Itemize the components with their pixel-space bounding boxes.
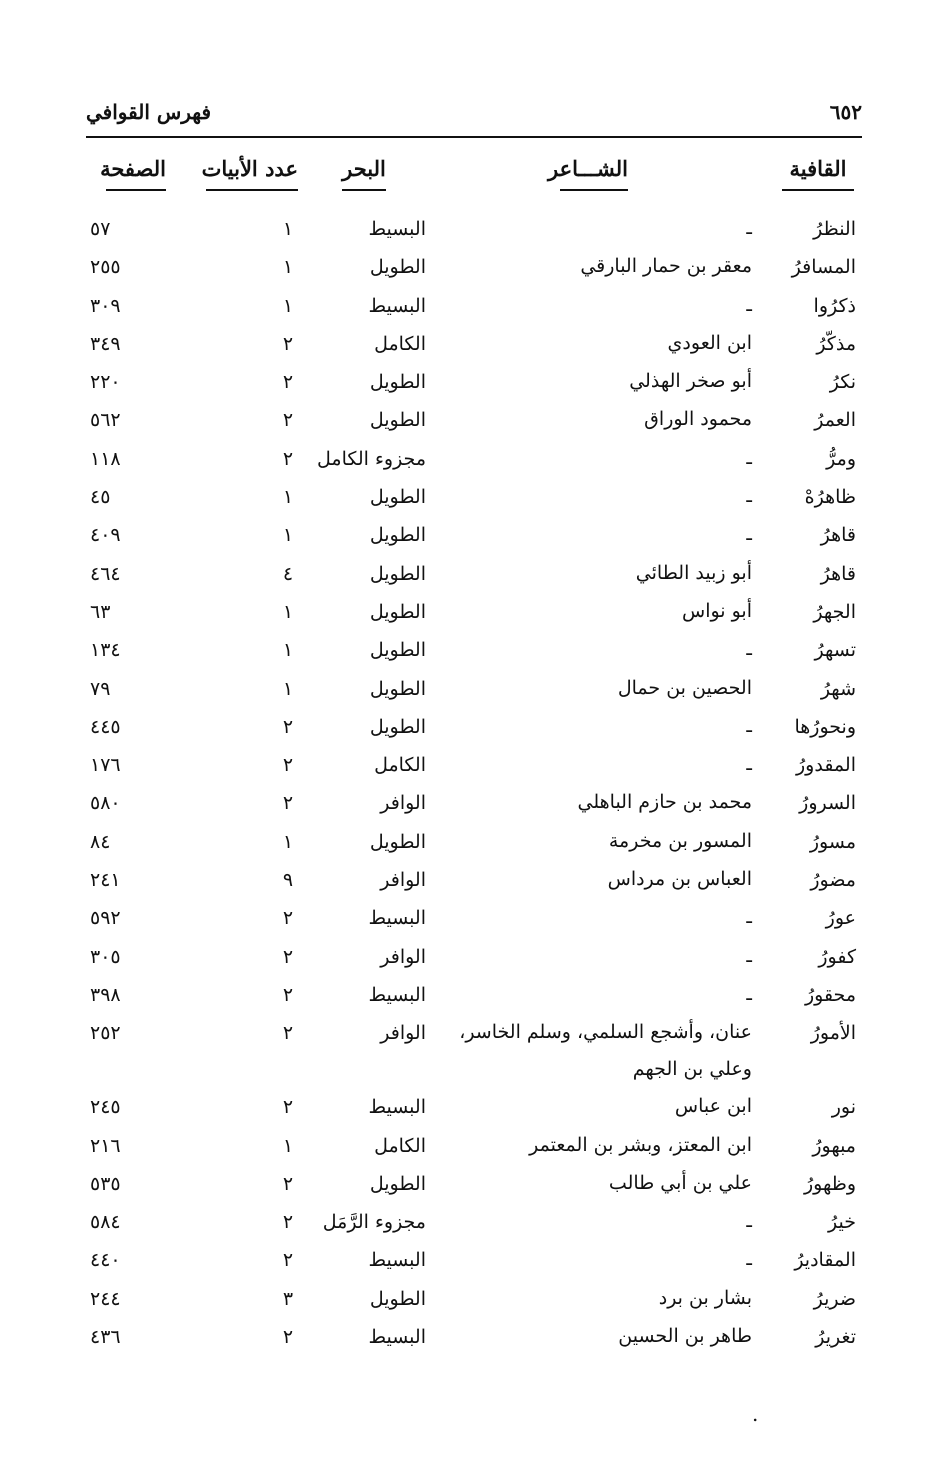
rhyme-cell: العمرُ <box>814 409 856 432</box>
meter-cell: الطويل <box>369 371 426 394</box>
poet-cell: ـ <box>746 906 752 929</box>
page-cell: ٧٩ <box>90 677 111 700</box>
rhyme-cell: السرورُ <box>799 792 856 815</box>
table-row <box>86 1088 862 1126</box>
verse-count-cell: ١ <box>282 639 294 662</box>
verse-count-cell: ٢ <box>282 371 294 394</box>
poet-cell: أبو زبيد الطائي <box>635 561 752 584</box>
poet-cell: بشار بن برد <box>658 1286 752 1309</box>
verse-count-cell: ٢ <box>282 409 294 432</box>
poet-cell: ـ <box>746 1248 752 1271</box>
table-row <box>86 670 862 708</box>
meter-cell: الطويل <box>369 830 426 853</box>
table-row <box>86 708 862 746</box>
poet-cell: ـ <box>746 293 752 316</box>
rhyme-cell: النظرُ <box>813 218 856 240</box>
page-cell: ٢٤٥ <box>90 1096 121 1119</box>
rhyme-cell: مضورُ <box>810 869 856 892</box>
table-row <box>86 401 862 439</box>
running-title: فهرس القوافي <box>86 100 212 124</box>
rhyme-cell: نور <box>831 1096 856 1119</box>
table-row <box>86 1014 862 1088</box>
rhyme-cell: محقورُ <box>804 983 856 1006</box>
verse-count-cell: ١ <box>282 677 294 700</box>
page-cell: ٥٣٥ <box>90 1172 121 1195</box>
meter-cell: البسيط <box>368 983 426 1006</box>
column-header-rhyme: القافية <box>782 156 854 191</box>
rhyme-cell: ذكرُوا <box>813 294 856 317</box>
page-cell: ١٧٦ <box>90 754 121 777</box>
meter-cell: الكامل <box>374 332 426 355</box>
page-cell: ٥٩٢ <box>90 907 121 930</box>
poet-cell: ـ <box>746 714 752 737</box>
table-row <box>86 555 862 593</box>
table-row <box>86 593 862 631</box>
table-row <box>86 516 862 554</box>
meter-cell: الوافر <box>380 945 426 968</box>
verse-count-cell: ٢ <box>282 983 294 1006</box>
rhyme-cell: ظاهرُهْ <box>804 486 856 509</box>
poet-cell: ابن عباس <box>674 1095 752 1118</box>
rhyme-cell: خيرُ <box>828 1211 856 1234</box>
page-cell: ٤٥ <box>90 486 111 509</box>
table-row <box>86 440 862 478</box>
verse-count-cell: ١ <box>282 1134 294 1157</box>
poet-cell: ـ <box>746 944 752 967</box>
rhyme-cell: مبهورُ <box>812 1134 856 1157</box>
verse-count-cell: ٢ <box>282 754 294 777</box>
meter-cell: الطويل <box>369 562 426 585</box>
table-row <box>86 1203 862 1241</box>
verse-count-cell: ٢ <box>282 907 294 930</box>
column-header-verse-count: عدد الأبيات <box>206 156 298 191</box>
poet-cell: أبو صخر الهذلي <box>629 370 752 393</box>
verse-count-cell: ٣ <box>282 1287 294 1310</box>
meter-cell: الكامل <box>374 1134 426 1157</box>
verse-count-cell: ٢ <box>282 1249 294 1272</box>
page-cell: ١١٨ <box>90 447 121 470</box>
verse-count-cell: ٢ <box>282 1211 294 1234</box>
meter-cell: الطويل <box>369 1172 426 1195</box>
page-cell: ٣٠٩ <box>90 294 121 317</box>
page-cell: ٤٤٠ <box>90 1249 121 1272</box>
footer-mark: . <box>752 1402 759 1426</box>
verse-count-cell: ٢ <box>282 715 294 738</box>
meter-cell: الطويل <box>369 256 426 279</box>
table-row <box>86 478 862 516</box>
rhyme-cell: المقدورُ <box>796 754 856 777</box>
meter-cell: البسيط <box>368 1326 426 1349</box>
poet-cell: ـ <box>746 638 752 661</box>
table-row <box>86 631 862 669</box>
verse-count-cell: ٢ <box>282 1022 294 1045</box>
rhyme-cell: تغريرُ <box>815 1326 856 1349</box>
meter-cell: الوافر <box>380 792 426 815</box>
page-cell: ١٣٤ <box>90 639 121 662</box>
meter-cell: الوافر <box>380 869 426 892</box>
meter-cell: الطويل <box>369 524 426 547</box>
column-header-meter: البحر <box>342 156 386 191</box>
rhyme-cell: مذكّرُ <box>816 332 856 355</box>
poet-cell: ـ <box>746 523 752 546</box>
meter-cell: مجزوء الرَّمَل <box>322 1211 426 1234</box>
page-cell: ٤٦٤ <box>90 562 121 585</box>
poet-cell: محمد بن حازم الباهلي <box>577 791 752 814</box>
poet-cell: ـ <box>746 753 752 776</box>
rhyme-cell: عورُ <box>825 907 856 930</box>
page-cell: ٣٠٥ <box>90 945 121 968</box>
poet-cell: علي بن أبي طالب <box>608 1171 752 1194</box>
meter-cell: البسيط <box>368 907 426 930</box>
rhyme-cell: ومرُّ <box>826 447 856 470</box>
poet-cell: ـ <box>746 1210 752 1233</box>
rhyme-cell: ضريرُ <box>813 1287 856 1310</box>
meter-cell: البسيط <box>368 218 426 240</box>
rhyme-cell: ونحورُها <box>794 715 856 738</box>
rhyme-cell: نكرُ <box>829 371 856 394</box>
page-cell: ٥٦٢ <box>90 409 121 432</box>
meter-cell: الوافر <box>380 1022 426 1045</box>
verse-count-cell: ٢ <box>282 1096 294 1119</box>
verse-count-cell: ١ <box>282 294 294 317</box>
meter-cell: البسيط <box>368 1096 426 1119</box>
page-cell: ٢٤٤ <box>90 1287 121 1310</box>
meter-cell: مجزوء الكامل <box>317 447 426 470</box>
table-row <box>86 210 862 248</box>
meter-cell: الطويل <box>369 486 426 509</box>
meter-cell: الطويل <box>369 1287 426 1310</box>
page-cell: ٣٩٨ <box>90 983 121 1006</box>
rhyme-cell: كفورُ <box>818 945 856 968</box>
verse-count-cell: ٢ <box>282 1326 294 1349</box>
verse-count-cell: ١ <box>282 218 294 240</box>
rhyme-cell: مسورُ <box>809 830 856 853</box>
page-cell: ٤٤٥ <box>90 715 121 738</box>
rhyme-cell: المقاديرُ <box>794 1249 856 1272</box>
verse-count-cell: ٢ <box>282 792 294 815</box>
page-cell: ٨٤ <box>90 830 111 853</box>
poet-cell: الحصين بن حمال <box>617 676 752 699</box>
meter-cell: الكامل <box>374 754 426 777</box>
verse-count-cell: ١ <box>282 256 294 279</box>
poet-cell: العباس بن مرداس <box>607 868 752 891</box>
rhyme-cell: المسافرُ <box>791 256 856 279</box>
column-headers <box>86 150 862 196</box>
page-cell: ٦٣ <box>90 600 111 623</box>
poet-cell: ـ <box>746 217 752 239</box>
table-row <box>86 976 862 1014</box>
poet-cell: أبو نواس <box>682 599 752 622</box>
table-row <box>86 1280 862 1318</box>
rhyme-index-table <box>86 210 862 1356</box>
page-cell: ٥٧ <box>90 218 111 240</box>
rhyme-cell: قاهرُ <box>820 562 856 585</box>
page-cell: ٤٠٩ <box>90 524 121 547</box>
table-row <box>86 1127 862 1165</box>
poet-cell: ـ <box>746 485 752 508</box>
poet-cell: محمود الوراق <box>644 408 752 431</box>
page-number: ٦٥٢ <box>829 100 862 124</box>
table-row <box>86 287 862 325</box>
verse-count-cell: ٤ <box>282 562 294 585</box>
table-row <box>86 325 862 363</box>
poet-cell: ـ <box>746 982 752 1005</box>
page-cell: ٥٨٠ <box>90 792 121 815</box>
table-row <box>86 1165 862 1203</box>
poet-cell: طاهر بن الحسين <box>618 1325 752 1348</box>
table-row <box>86 363 862 401</box>
rhyme-cell: تسهرُ <box>814 639 856 662</box>
poet-cell: ـ <box>746 446 752 469</box>
poet-cell: معقر بن حمار البارقي <box>580 255 752 278</box>
meter-cell: الطويل <box>369 715 426 738</box>
table-row <box>86 938 862 976</box>
page-cell: ٢٥٢ <box>90 1022 121 1045</box>
page-header <box>86 100 862 138</box>
page-cell: ٢١٦ <box>90 1134 121 1157</box>
rhyme-cell: شهرُ <box>820 677 856 700</box>
table-row <box>86 899 862 937</box>
verse-count-cell: ١ <box>282 830 294 853</box>
column-header-poet: الشـــاعر <box>560 156 628 191</box>
rhyme-cell: الأمورُ <box>810 1022 856 1045</box>
table-row <box>86 861 862 899</box>
meter-cell: الطويل <box>369 600 426 623</box>
column-header-page: الصفحة <box>106 156 166 191</box>
page-cell: ٢٢٠ <box>90 371 121 394</box>
table-row <box>86 248 862 286</box>
poet-cell: المسور بن مخرمة <box>608 829 752 852</box>
meter-cell: الطويل <box>369 409 426 432</box>
page-cell: ٢٥٥ <box>90 256 121 279</box>
rhyme-cell: وظهورُ <box>803 1172 856 1195</box>
page-cell: ٢٤١ <box>90 869 121 892</box>
verse-count-cell: ٢ <box>282 447 294 470</box>
poet-cell: ابن العودي <box>667 331 752 354</box>
table-row <box>86 1318 862 1356</box>
poet-cell: عنان، وأشجع السلمي، وسلم الخاسر، وعلي بن الجهم <box>459 1021 752 1081</box>
verse-count-cell: ٢ <box>282 332 294 355</box>
rhyme-cell: قاهرُ <box>820 524 856 547</box>
verse-count-cell: ٢ <box>282 1172 294 1195</box>
table-row <box>86 784 862 822</box>
table-row <box>86 1241 862 1279</box>
page-cell: ٣٤٩ <box>90 332 121 355</box>
meter-cell: الطويل <box>369 677 426 700</box>
rhyme-cell: الجهرُ <box>813 600 856 623</box>
table-row <box>86 823 862 861</box>
table-row <box>86 746 862 784</box>
verse-count-cell: ١ <box>282 486 294 509</box>
meter-cell: البسيط <box>368 1249 426 1272</box>
verse-count-cell: ٢ <box>282 945 294 968</box>
page-cell: ٥٨٤ <box>90 1211 121 1234</box>
page-cell: ٤٣٦ <box>90 1326 121 1349</box>
meter-cell: البسيط <box>368 294 426 317</box>
verse-count-cell: ٩ <box>282 869 294 892</box>
poet-cell: ابن المعتز، وبشر بن المعتمر <box>529 1133 752 1156</box>
verse-count-cell: ١ <box>282 524 294 547</box>
verse-count-cell: ١ <box>282 600 294 623</box>
meter-cell: الطويل <box>369 639 426 662</box>
